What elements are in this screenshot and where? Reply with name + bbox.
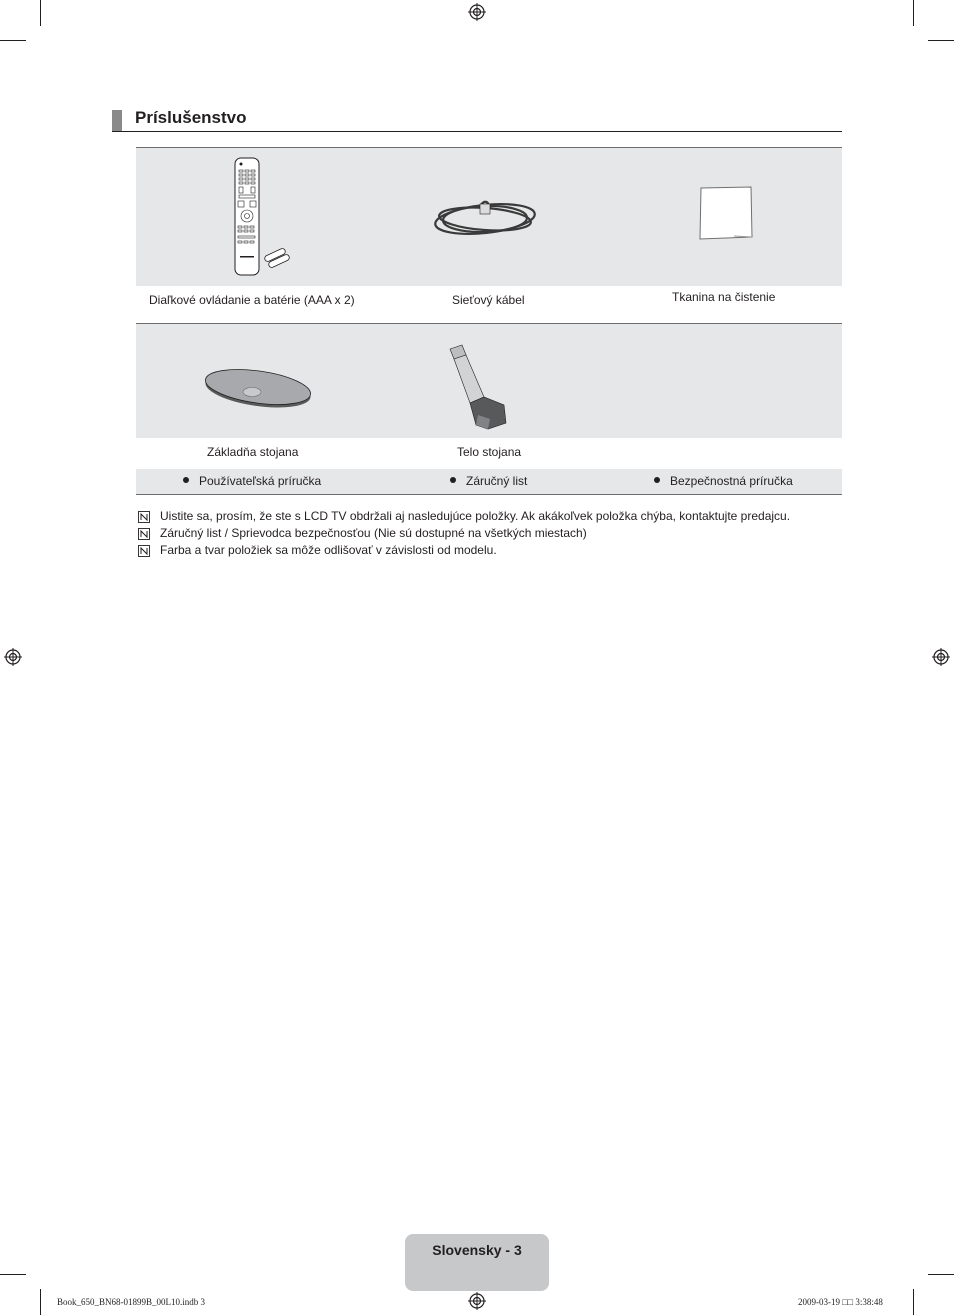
registration-mark-icon: [932, 648, 950, 666]
registration-mark-icon: [468, 1292, 486, 1310]
page-number-label: Slovensky - 3: [432, 1242, 522, 1258]
remote-control-icon: [226, 156, 296, 278]
note-icon: [138, 528, 150, 540]
document-label-warranty: Záručný list: [466, 474, 528, 488]
documents-row: [136, 469, 842, 495]
accessory-label-stand-body: Telo stojana: [457, 445, 522, 459]
accessory-label-remote: Diaľkové ovládanie a batérie (AAA x 2): [149, 293, 355, 307]
crop-mark: [928, 40, 954, 41]
document-item: [654, 474, 793, 488]
accessory-label-cloth: Tkanina na čistenie: [672, 290, 776, 304]
section-divider: [112, 131, 842, 132]
note-text: Záručný list / Sprievodca bezpečnosťou (Nie sú dostupné na všetkých miestach): [160, 526, 587, 540]
accessory-label-stand-base: Základňa stojana: [207, 445, 299, 459]
note-icon: [138, 511, 150, 523]
crop-mark: [40, 0, 41, 26]
registration-mark-icon: [468, 3, 486, 21]
cleaning-cloth-icon: [694, 184, 756, 242]
section-title: Príslušenstvo: [135, 108, 247, 127]
crop-mark: [928, 1274, 954, 1275]
crop-mark: [0, 1274, 26, 1275]
note-text: Farba a tvar položiek sa môže odlišovať v závislosti od modelu.: [160, 543, 497, 557]
print-slug-timestamp: 2009-03-19 □□ 3:38:48: [798, 1297, 883, 1307]
registration-mark-icon: [4, 648, 22, 666]
note-icon: [138, 545, 150, 557]
stand-base-icon: [200, 362, 316, 414]
document-label-user-manual: Používateľská príručka: [199, 474, 322, 488]
document-item: [450, 474, 527, 488]
bullet-icon: [450, 477, 456, 483]
power-cable-icon: [430, 196, 540, 242]
accessory-label-cable: Sieťový kábel: [452, 293, 525, 307]
crop-mark: [913, 1289, 914, 1315]
crop-mark: [0, 40, 26, 41]
bullet-icon: [654, 477, 660, 483]
bullet-icon: [183, 477, 189, 483]
crop-mark: [40, 1289, 41, 1315]
document-item: [183, 474, 321, 488]
stand-body-icon: [444, 343, 510, 431]
print-slug-file: Book_650_BN68-01899B_00L10.indb 3: [57, 1297, 206, 1307]
document-label-safety-guide: Bezpečnostná príručka: [670, 474, 793, 488]
note-text: Uistite sa, prosím, že ste s LCD TV obdržali aj nasledujúce položky. Ak akákoľvek položka chýba, kontaktujte predajcu.: [160, 509, 791, 523]
crop-mark: [913, 0, 914, 26]
section-marker: [112, 110, 122, 132]
